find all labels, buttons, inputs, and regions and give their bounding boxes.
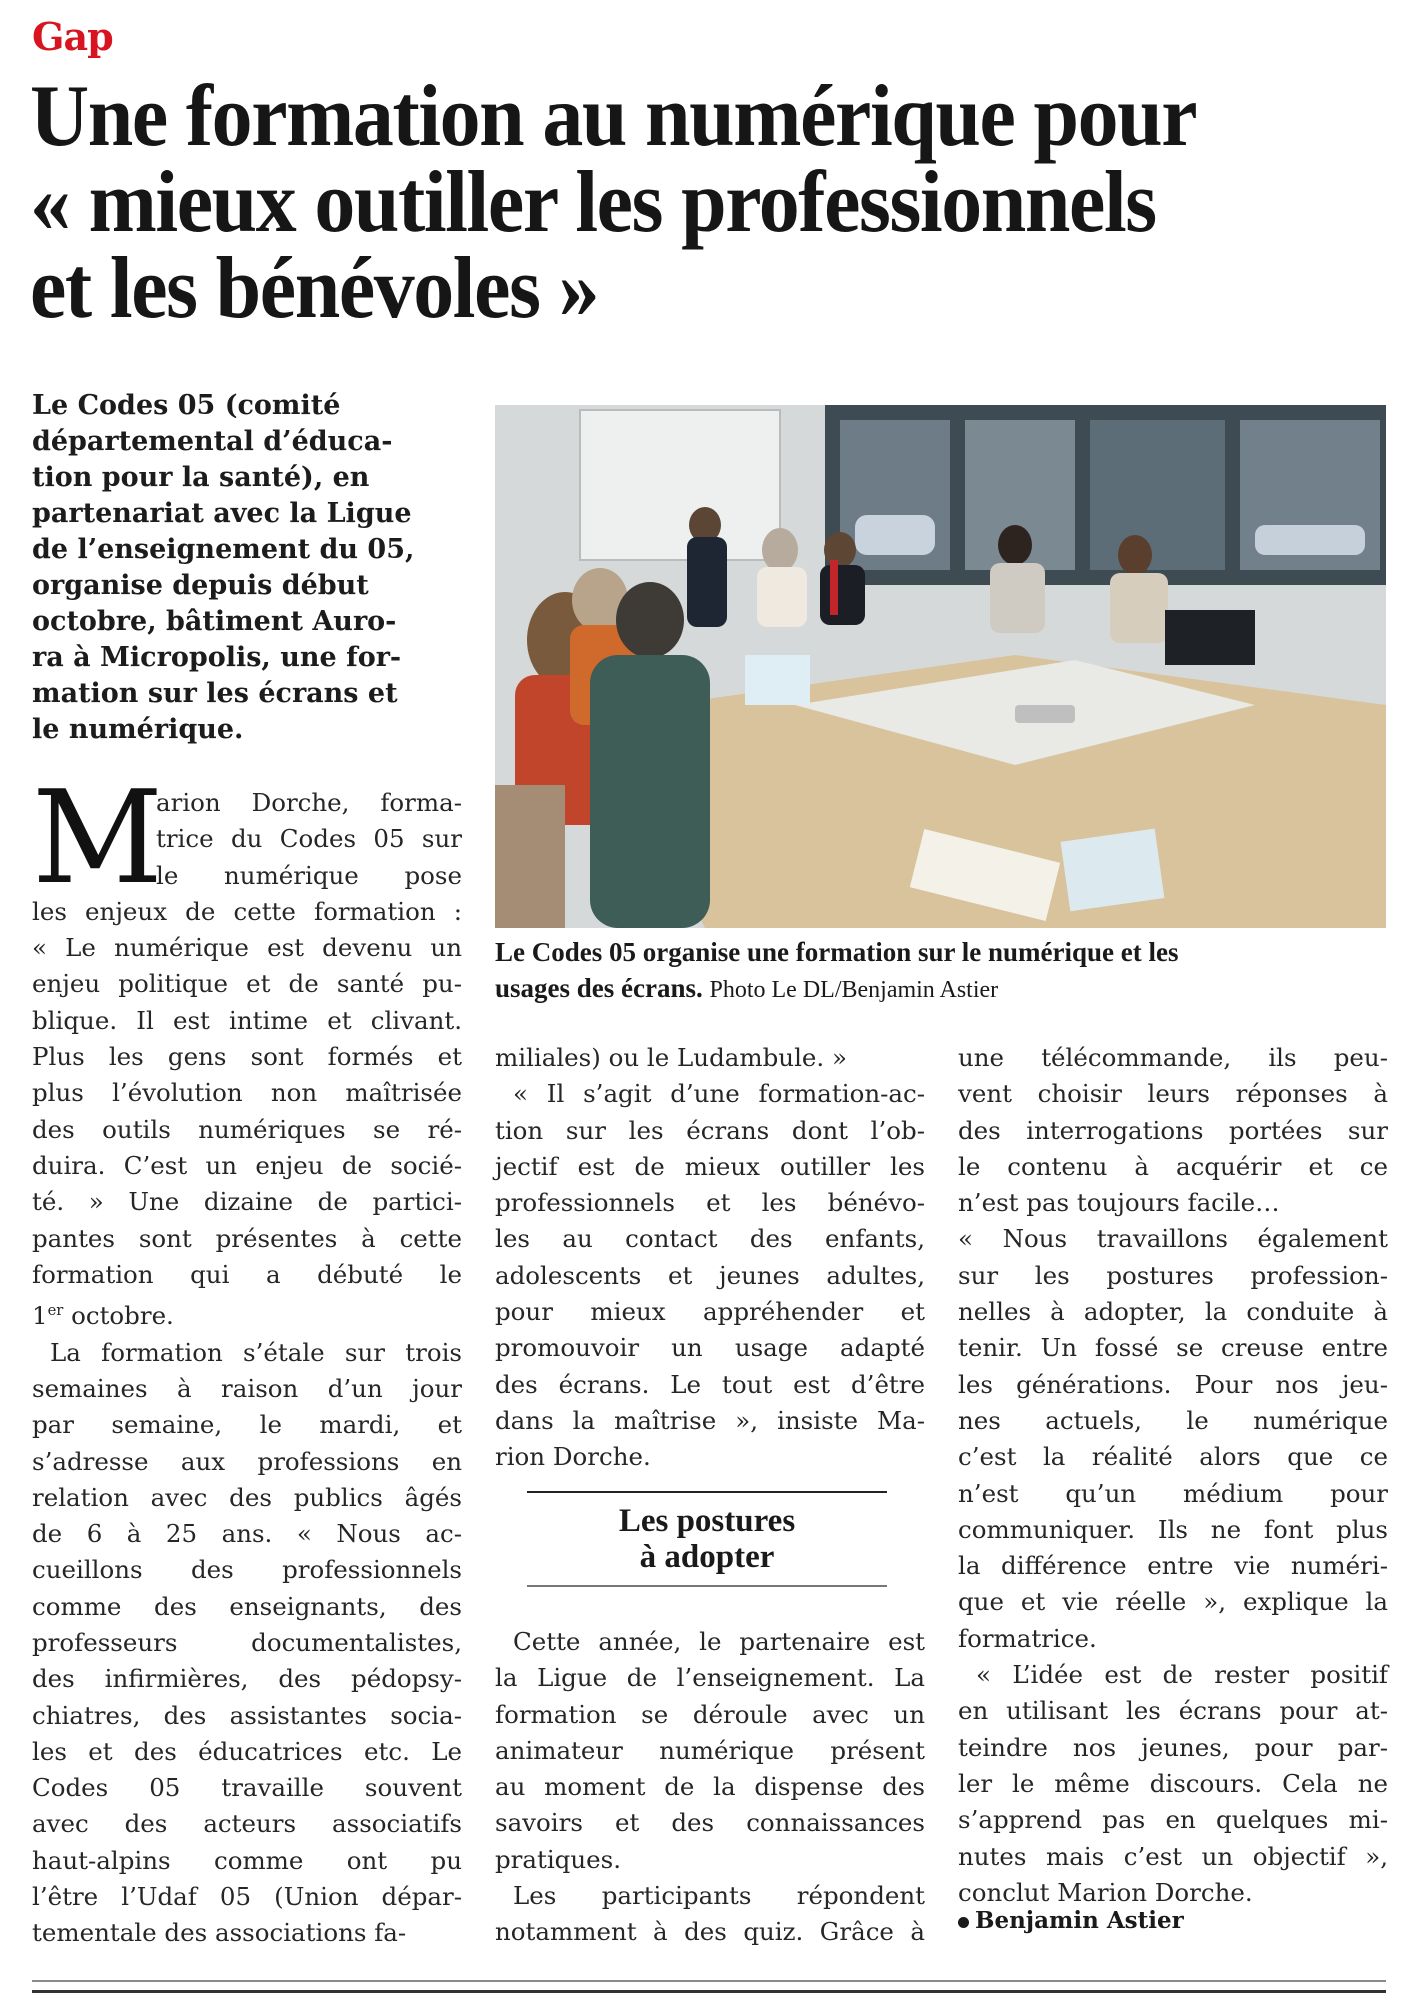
text-line: « Nous travaillons également — [958, 1224, 1388, 1254]
text-line: sur les postures profession- — [958, 1260, 1388, 1290]
text-line: notamment à des quiz. Grâce à — [495, 1917, 925, 1947]
text-line: Cette année, le partenaire est — [513, 1627, 925, 1656]
column-2-continued — [495, 1624, 925, 1951]
text-line: de 6 à 25 ans. « Nous ac- — [32, 1519, 462, 1549]
article-photo — [495, 405, 1386, 928]
section-label: Gap — [32, 14, 113, 59]
headline-line: « mieux outiller les professionnels — [30, 154, 1156, 251]
text-line: avec des acteurs associatifs — [32, 1809, 462, 1839]
text-line: pratiques. — [495, 1844, 622, 1874]
text-line: relation avec des publics âgés — [32, 1482, 462, 1512]
photo-caption — [495, 934, 1395, 1008]
text-line: Les participants répondent — [513, 1881, 925, 1911]
text-line: les enjeux de cette formation : — [32, 896, 462, 926]
text-line: La formation s’étale sur trois — [50, 1337, 462, 1367]
text-line: une télécommande, ils peu- — [958, 1043, 1388, 1072]
text-line: vent choisir leurs réponses à — [958, 1079, 1388, 1109]
text-line: jectif est de mieux outiller les — [495, 1151, 925, 1181]
text-line: « Le numérique est devenu un — [32, 933, 462, 963]
photo-classroom-image — [495, 405, 1386, 928]
text-line: semaines à raison d’un jour — [32, 1373, 462, 1403]
intro-lede — [32, 388, 462, 748]
text-line: que et vie réelle », explique la — [958, 1587, 1388, 1617]
text-line: pantes sont présentes à cette — [32, 1223, 462, 1253]
text-line: té. » Une dizaine de partici- — [32, 1187, 462, 1217]
text-line: professionnels et les bénévo- — [495, 1188, 925, 1218]
text-line: des interrogations portées sur — [958, 1115, 1388, 1145]
text-line: Plus les gens sont formés et — [32, 1042, 462, 1072]
text-line: chiatres, des assistantes socia- — [32, 1700, 462, 1730]
author-name: Benjamin Astier — [975, 1907, 1184, 1934]
text-line: départemental d’éduca- — [32, 426, 393, 457]
text-line: des écrans. Le tout est d’être — [495, 1369, 925, 1399]
text-line: miliales) ou le Ludambule. » — [495, 1043, 847, 1072]
text-line: teindre nos jeunes, pour par- — [958, 1732, 1388, 1762]
text-line: le contenu à acquérir et ce — [958, 1151, 1388, 1181]
text-line: mation sur les écrans et — [32, 678, 398, 709]
text-line: ra à Micropolis, une for- — [32, 642, 402, 673]
headline-line: Une formation au numérique pour — [30, 68, 1197, 165]
headline-line: et les bénévoles » — [30, 240, 599, 337]
text-line: savoirs et des connaissances — [495, 1808, 925, 1838]
text-line: le numérique pose — [156, 860, 462, 890]
text-line: promouvoir un usage adapté — [495, 1333, 925, 1363]
text-line: en utilisant les écrans pour at- — [958, 1696, 1388, 1726]
text-line: pour mieux appréhender et — [495, 1297, 925, 1327]
text-line: plus l’évolution non maîtrisée — [32, 1078, 462, 1108]
text-line: au moment de la dispense des — [495, 1772, 925, 1802]
text-line: octobre, bâtiment Auro- — [32, 606, 397, 637]
text-line: comme des enseignants, des — [32, 1591, 462, 1621]
text-line: formation se déroule avec un — [495, 1699, 925, 1729]
text-line: de l’enseignement du 05, — [32, 534, 415, 565]
caption-bold: usages des écrans. — [495, 973, 703, 1003]
subheading-line: Les postures — [618, 1503, 796, 1539]
text-line: nutes mais c’est un objectif », — [958, 1841, 1388, 1871]
text-line: cueillons des professionnels — [32, 1555, 462, 1585]
text-line: conclut Marion Dorche. — [958, 1877, 1253, 1907]
text-line: les au contact des enfants, — [495, 1224, 925, 1254]
text-line: tementale des associations fa- — [32, 1918, 407, 1948]
subheading-line: à adopter — [639, 1539, 775, 1575]
text-line: la Ligue de l’enseignement. La — [495, 1663, 925, 1693]
text-line: les et des éducatrices etc. Le — [32, 1736, 462, 1766]
caption-line-2 — [495, 970, 1395, 1008]
caption-line: Le Codes 05 organise une formation sur le numérique et les — [495, 937, 1179, 967]
text-line: enjeu politique et de santé pu- — [32, 969, 462, 999]
text-line: 1er octobre. — [32, 1301, 174, 1331]
subhead-rule-bottom — [527, 1585, 887, 1587]
text-line: trice du Codes 05 sur — [156, 824, 462, 854]
text-line: nes actuels, le numérique — [958, 1405, 1388, 1435]
text-line: ler le même discours. Cela ne — [958, 1768, 1388, 1798]
text-line: « L’idée est de rester positif — [976, 1660, 1388, 1690]
text-line: nelles à adopter, la conduite à — [958, 1297, 1388, 1327]
text-line: le numérique. — [32, 714, 244, 745]
text-line: tion sur les écrans dont l’ob- — [495, 1115, 925, 1145]
text-line: haut-alpins comme ont pu — [32, 1845, 462, 1875]
text-line: partenariat avec la Ligue — [32, 498, 412, 529]
text-line: arion Dorche, forma- — [156, 788, 462, 817]
text-line: animateur numérique présent — [495, 1735, 925, 1765]
text-line: communiquer. Ils ne font plus — [958, 1514, 1388, 1544]
text-line: duira. C’est un enjeu de socié- — [32, 1150, 462, 1180]
text-line: l’être l’Udaf 05 (Union dépar- — [32, 1882, 462, 1912]
text-line: dans la maîtrise », insiste Ma- — [495, 1405, 925, 1435]
text-line: « Il s’agit d’une formation-ac- — [513, 1079, 925, 1109]
byline — [958, 1907, 1184, 1934]
photo-credit: Photo Le DL/Benjamin Astier — [709, 977, 999, 1003]
text-line: les générations. Pour nos jeu- — [958, 1369, 1388, 1399]
text-line: organise depuis début — [32, 570, 369, 601]
text-line: formation qui a débuté le — [32, 1259, 462, 1289]
text-line: la différence entre vie numéri- — [958, 1551, 1388, 1581]
text-line: par semaine, le mardi, et — [32, 1410, 462, 1440]
text-line: tion pour la santé), en — [32, 462, 370, 493]
text-line: des infirmières, des pédopsy- — [32, 1664, 462, 1694]
text-line: c’est la réalité alors que ce — [958, 1442, 1388, 1472]
text-line: tenir. Un fossé se creuse entre — [958, 1333, 1388, 1363]
text-line: n’est pas toujours facile… — [958, 1188, 1280, 1218]
text-line: formatrice. — [958, 1623, 1097, 1653]
bottom-rule — [32, 1980, 1386, 1982]
text-line: rion Dorche. — [495, 1442, 651, 1472]
text-line: adolescents et jeunes adultes, — [495, 1260, 925, 1290]
column-1 — [32, 764, 462, 1952]
text-line: des outils numériques se ré- — [32, 1114, 462, 1144]
bullet-icon — [958, 1917, 969, 1928]
text-line: s’adresse aux professions en — [32, 1446, 462, 1476]
column-3 — [958, 1040, 1388, 1911]
text-line: blique. Il est intime et clivant. — [32, 1005, 462, 1035]
text-line: Codes 05 travaille souvent — [32, 1773, 462, 1803]
bottom-rule-thick — [32, 1990, 1386, 1993]
text-line: s’apprend pas en quelques mi- — [958, 1805, 1388, 1835]
drop-cap: M — [32, 764, 164, 913]
subheading — [527, 1493, 887, 1585]
text-line: professeurs documentalistes, — [32, 1627, 462, 1657]
column-2 — [495, 1040, 925, 1476]
text-line: n’est qu’un médium pour — [958, 1478, 1388, 1508]
text-line: Le Codes 05 (comité — [32, 390, 341, 421]
headline — [30, 68, 1304, 337]
subheading-block — [527, 1491, 887, 1587]
